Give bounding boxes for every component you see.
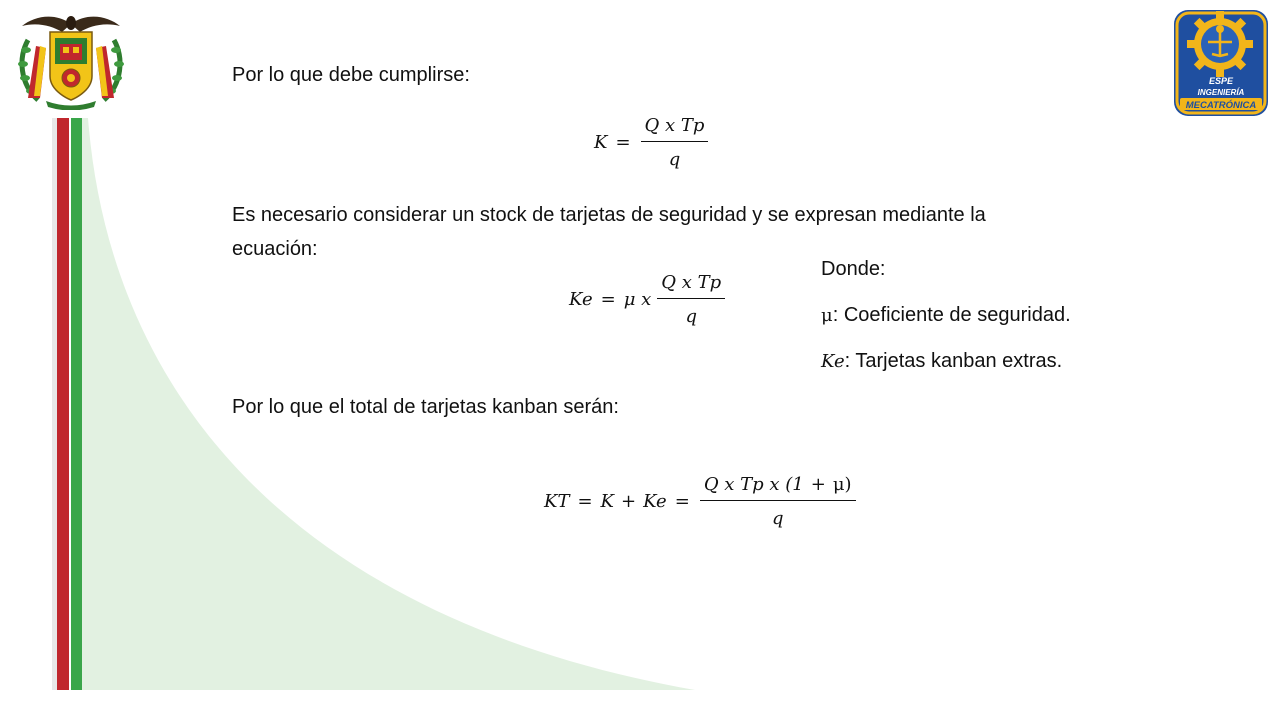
formula-k-lhs: K — [594, 132, 608, 153]
formula-kt-lhs: KT — [544, 491, 570, 512]
shadow-bar — [52, 118, 57, 690]
legend-item-ke-text: : Tarjetas kanban extras. — [844, 350, 1063, 372]
formula-kt-num-b: μ) — [832, 474, 852, 495]
legend-item-mu — [821, 304, 1071, 327]
formula-kt-equals-1: = — [577, 491, 593, 512]
formula-k-fraction — [641, 115, 709, 170]
formula-kt-plus: + — [621, 491, 637, 512]
formula-k-equals: = — [615, 132, 631, 153]
logo-line-espe: ESPE — [1208, 76, 1234, 86]
red-bar — [57, 118, 69, 690]
formula-kt-numerator — [700, 474, 856, 501]
legend-item-ke — [821, 350, 1062, 373]
formula-kt — [544, 474, 856, 529]
green-bar — [71, 118, 82, 690]
formula-ke-factor: μ x — [623, 289, 652, 310]
logo-line-mecatronica: MECATRÓNICA — [1185, 100, 1257, 111]
total-text: Por lo que el total de tarjetas kanban serán: — [232, 396, 619, 418]
mechatronics-emblem-icon — [1172, 6, 1270, 118]
formula-ke-denominator: q — [685, 306, 697, 327]
formula-kt-term-ke: Ke — [643, 491, 667, 512]
formula-kt-num-plus: + — [810, 474, 826, 495]
formula-ke-fraction — [657, 272, 725, 327]
coat-of-arms-icon — [10, 6, 132, 110]
white-gap-bar — [69, 118, 71, 690]
formula-ke-lhs: Ke — [569, 289, 593, 310]
intro-text: Por lo que debe cumplirse: — [232, 64, 470, 86]
formula-kt-equals-2: = — [674, 491, 690, 512]
legend-heading: Donde: — [821, 258, 886, 280]
formula-k-numerator: Q x Tp — [641, 115, 709, 142]
formula-ke-numerator: Q x Tp — [657, 272, 725, 299]
formula-ke — [569, 272, 725, 327]
legend-item-mu-symbol: μ — [821, 305, 833, 326]
formula-kt-num-a: Q x Tp x (1 — [703, 474, 804, 495]
legend-item-mu-text: : Coeficiente de seguridad. — [832, 304, 1071, 326]
formula-k-denominator: q — [668, 149, 681, 170]
logo-line-ingenieria: INGENIERÍA — [1197, 88, 1245, 97]
legend-item-ke-symbol: Ke — [821, 351, 845, 372]
formula-kt-term-k: K — [600, 491, 614, 512]
formula-k — [594, 115, 708, 170]
formula-kt-denominator: q — [771, 508, 784, 529]
stock-paragraph: Es necesario considerar un stock de tarjetas de seguridad y se expresan mediante la ecuación: — [232, 204, 986, 260]
formula-kt-fraction — [700, 474, 856, 529]
formula-ke-equals: = — [600, 289, 616, 310]
